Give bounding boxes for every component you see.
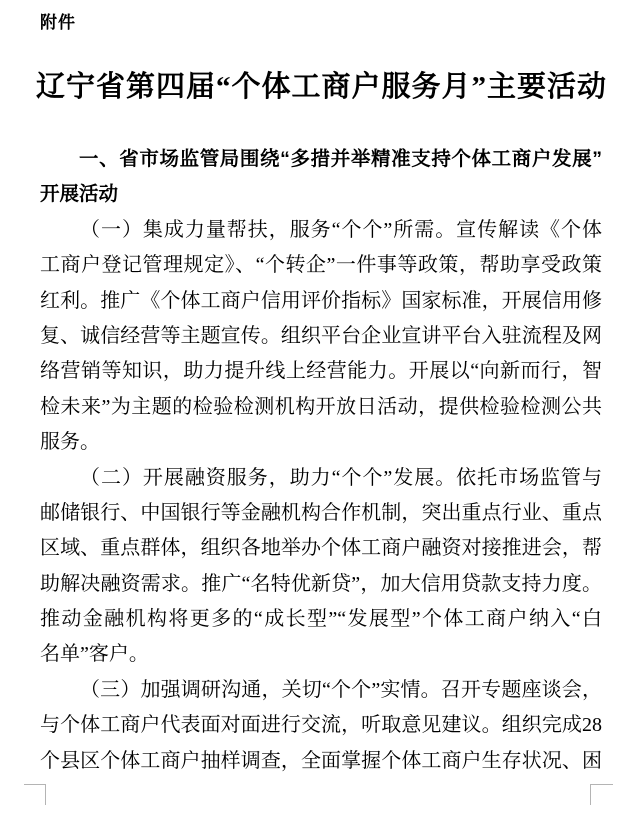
paragraph-line: 工商户登记管理规定》、“个转企”一件事等政策，帮助享受政策: [40, 254, 602, 277]
text-boundary-mark-bottom-left: [24, 784, 46, 805]
paragraph-line: 个县区个体工商户抽样调查，全面掌握个体工商户生存状况、困: [40, 749, 602, 772]
attachment-label: 附件: [40, 13, 76, 32]
paragraph-line: 服务。: [40, 431, 100, 454]
paragraph-line: （三）加强调研沟通，关切“个个”实情。召开专题座谈会，: [80, 678, 602, 701]
paragraph-line: 区域、重点群体，组织各地举办个体工商户融资对接推进会，帮: [40, 537, 602, 560]
paragraph-line: 与个体工商户代表面对面进行交流，听取意见建议。组织完成28: [40, 714, 602, 737]
paragraph-line: 络营销等知识，助力提升线上经营能力。开展以“向新而行，智: [40, 360, 602, 383]
paragraph-line: 邮储银行、中国银行等金融机构合作机制，突出重点行业、重点: [40, 501, 602, 524]
section-heading-line: 一、省市场监管局围绕“多措并举精准支持个体工商户发展”: [79, 148, 602, 170]
paragraph-line: 红利。推广《个体工商户信用评价指标》国家标准，开展信用修: [40, 289, 602, 312]
paragraph-line: （一）集成力量帮扶，服务“个个”所需。宣传解读《个体: [80, 218, 602, 241]
paragraph-line: 助解决融资需求。推广“名特优新贷”，加大信用贷款支持力度。: [40, 572, 602, 595]
section-heading-line: 开展活动: [40, 183, 119, 206]
document-title: 辽宁省第四届“个体工商户服务月”主要活动: [35, 71, 607, 103]
paragraph-line: 检未来”为主题的检验检测机构开放日活动，提供检验检测公共: [40, 395, 602, 418]
paragraph-line: 推动金融机构将更多的“成长型”“发展型”个体工商户纳入“白: [40, 608, 602, 631]
text-boundary-mark-bottom-right: [590, 784, 613, 805]
paragraph-line: 名单”客户。: [40, 643, 149, 666]
paragraph-line: 复、诚信经营等主题宣传。组织平台企业宣讲平台入驻流程及网: [40, 324, 602, 347]
document-body: [40, 142, 602, 779]
paragraph-line: （二）开展融资服务，助力“个个”发展。依托市场监管与: [80, 466, 602, 489]
